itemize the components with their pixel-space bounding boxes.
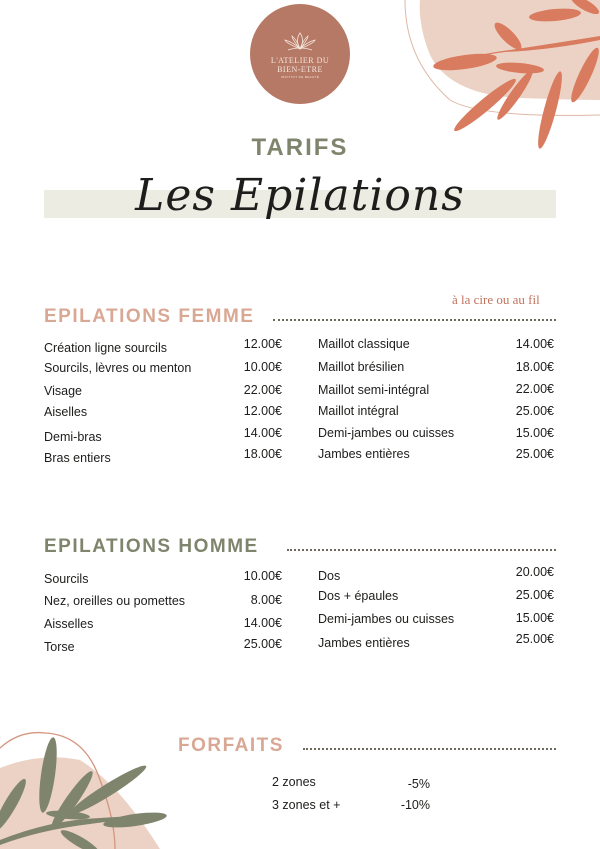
list-item-label: Demi-jambes ou cuisses [318, 612, 455, 626]
list-item-price: 12.00€ [243, 337, 282, 351]
list-item-price: 25.00€ [515, 404, 554, 418]
list-item-price: 22.00€ [515, 382, 554, 396]
list-item-price: 12.00€ [243, 404, 282, 418]
dotted-divider [273, 319, 556, 321]
list-item-label: Sourcils [44, 572, 89, 586]
list-item-label: Maillot intégral [318, 404, 399, 418]
page-kicker: TARIFS [251, 134, 349, 161]
list-item-label: Demi-jambes ou cuisses [318, 426, 455, 440]
list-item-label: 2 zones [272, 775, 316, 789]
list-item-price: 18.00€ [515, 360, 554, 374]
list-item-label: Aiselles [44, 405, 88, 419]
list-item-label: Demi-bras [44, 430, 102, 444]
list-item-price: 8.00€ [250, 593, 282, 607]
list-item-price: 14.00€ [243, 616, 282, 630]
list-item-price: 14.00€ [515, 337, 554, 351]
logo-line-2: BIEN-ETRE [277, 64, 323, 74]
list-item-price: 18.00€ [243, 447, 282, 461]
dotted-divider [303, 748, 556, 750]
list-item-price: 25.00€ [515, 632, 554, 646]
list-item-price: 15.00€ [515, 611, 554, 625]
list-item-price: 15.00€ [515, 426, 554, 440]
list-item-label: Dos + épaules [318, 589, 399, 603]
page-title: Les Epilations [135, 170, 465, 221]
lotus-icon [280, 30, 320, 52]
dotted-divider [287, 549, 556, 551]
list-item-label: Sourcils, lèvres ou menton [44, 361, 192, 375]
list-item-label: Visage [44, 384, 82, 398]
list-item-price: 22.00€ [243, 383, 282, 397]
logo-line-1: L'ATELIER DU [270, 55, 330, 65]
list-item-value: -5% [407, 777, 430, 791]
list-item-price: 20.00€ [515, 565, 554, 579]
section-title-homme: EPILATIONS HOMME [44, 536, 259, 557]
brand-logo [250, 4, 350, 104]
list-item-label: Nez, oreilles ou pomettes [44, 594, 186, 608]
list-item-label: Dos [318, 569, 341, 583]
list-item-label: Torse [44, 640, 75, 654]
list-item-price: 25.00€ [243, 637, 282, 651]
list-item-price: 14.00€ [243, 426, 282, 440]
list-item-label: Jambes entières [318, 636, 410, 650]
list-item-price: 10.00€ [243, 569, 282, 583]
list-item-price: 25.00€ [515, 447, 554, 461]
list-item-label: Bras entiers [44, 451, 111, 465]
list-item-value: -10% [400, 798, 430, 812]
list-item-label: Aisselles [44, 617, 94, 631]
list-item-label: Maillot classique [318, 337, 410, 351]
section-title-femme: EPILATIONS FEMME [44, 306, 255, 327]
leaf-decoration-bottom-left [0, 700, 180, 849]
list-item-label: 3 zones et + [272, 798, 341, 812]
femme-subtitle: à la cire ou au fil [452, 292, 540, 307]
list-item-label: Création ligne sourcils [44, 341, 167, 355]
list-item-price: 25.00€ [515, 588, 554, 602]
list-item-label: Maillot brésilien [318, 360, 405, 374]
section-title-forfaits: FORFAITS [178, 735, 284, 756]
list-item-label: Jambes entières [318, 447, 410, 461]
list-item-price: 10.00€ [243, 360, 282, 374]
list-item-label: Maillot semi-intégral [318, 383, 430, 397]
logo-tagline: INSTITUT DE BEAUTÉ [280, 74, 320, 79]
